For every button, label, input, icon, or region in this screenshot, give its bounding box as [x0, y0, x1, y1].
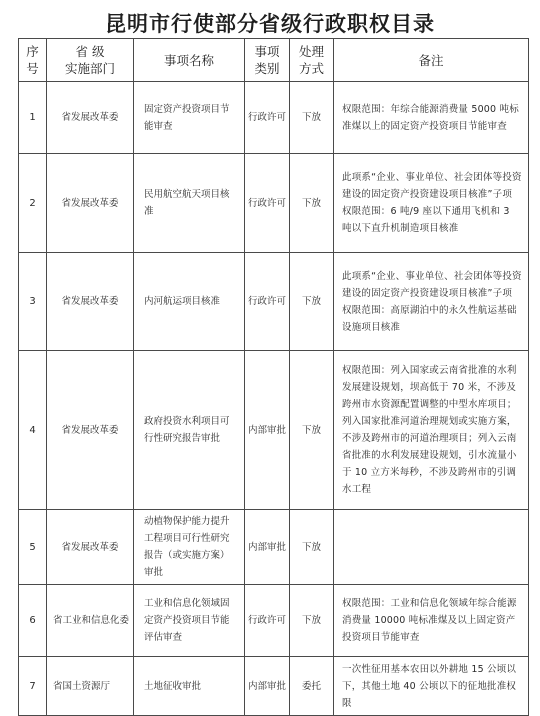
cell-item-name: 工业和信息化领域固定资产投资项目节能评估审查: [134, 585, 245, 657]
table-row: [19, 154, 529, 253]
header-dept: [47, 39, 134, 82]
cell-type: 行政许可: [245, 82, 290, 154]
cell-type: 内部审批: [245, 657, 290, 716]
table-row: [19, 510, 529, 585]
cell-seq: 7: [19, 657, 47, 716]
cell-item-name: 政府投资水利项目可行性研究报告审批: [134, 351, 245, 510]
cell-type: 行政许可: [245, 253, 290, 351]
table-row: [19, 351, 529, 510]
header-seq-line2: 号: [26, 61, 39, 76]
cell-item-name: 内河航运项目核准: [134, 253, 245, 351]
cell-note: 一次性征用基本农田以外耕地 15 公顷以下，其他土地 40 公顷以下的征地批准权限: [334, 657, 529, 716]
cell-method: 下放: [290, 154, 334, 253]
cell-method: 委托: [290, 657, 334, 716]
cell-type: 行政许可: [245, 154, 290, 253]
cell-note: 权限范围：年综合能源消费量 5000 吨标准煤以上的固定资产投资项目节能审查: [334, 82, 529, 154]
cell-seq: 6: [19, 585, 47, 657]
table-row: [19, 657, 529, 716]
cell-dept: 省发展改革委: [47, 351, 134, 510]
header-type-line2: 类别: [254, 61, 280, 76]
header-method: [290, 39, 334, 82]
header-method-line1: 处理: [298, 44, 324, 59]
header-row: [19, 39, 529, 82]
cell-method: 下放: [290, 510, 334, 585]
cell-seq: 4: [19, 351, 47, 510]
header-seq-line1: 序: [26, 44, 39, 59]
cell-dept: 省国土资源厅: [47, 657, 134, 716]
cell-dept: 省发展改革委: [47, 253, 134, 351]
cell-seq: 1: [19, 82, 47, 154]
cell-item-name: 动植物保护能力提升工程项目可行性研究报告（或实施方案）审批: [134, 510, 245, 585]
cell-item-name: 固定资产投资项目节能审查: [134, 82, 245, 154]
cell-type: 内部审批: [245, 351, 290, 510]
table-row: [19, 82, 529, 154]
cell-dept: 省工业和信息化委: [47, 585, 134, 657]
cell-dept: 省发展改革委: [47, 510, 134, 585]
cell-type: 行政许可: [245, 585, 290, 657]
header-item-name: 事项名称: [134, 39, 245, 82]
cell-note: [334, 510, 529, 585]
table-row: [19, 585, 529, 657]
table-row: [19, 253, 529, 351]
header-method-line2: 方式: [298, 61, 324, 76]
cell-method: 下放: [290, 253, 334, 351]
cell-item-name: 民用航空航天项目核准: [134, 154, 245, 253]
header-dept-line2: 实施部门: [64, 61, 115, 76]
cell-method: 下放: [290, 82, 334, 154]
header-seq: [19, 39, 47, 82]
cell-seq: 2: [19, 154, 47, 253]
cell-item-name: 土地征收审批: [134, 657, 245, 716]
cell-type: 内部审批: [245, 510, 290, 585]
cell-method: 下放: [290, 585, 334, 657]
header-dept-line1: 省 级: [75, 44, 105, 59]
cell-note: 权限范围：工业和信息化领域年综合能源消费量 10000 吨标准煤及以上固定资产投资项目节能审查: [334, 585, 529, 657]
authority-table: [18, 38, 529, 716]
header-type-line1: 事项: [254, 44, 280, 59]
cell-dept: 省发展改革委: [47, 154, 134, 253]
cell-note: 权限范围：列入国家或云南省批准的水利发展建设规划，坝高低于 70 米，不涉及跨州市水资源配置调整的中型水库项目；列入国家批准河道治理规划或实施方案，不涉及跨州市的河道治理项目；列入云南省批准的水利发展建设规划，引水流量小于 10 立方米每秒，不涉及跨州市的引调水工程: [334, 351, 529, 510]
cell-seq: 3: [19, 253, 47, 351]
header-note: 备注: [334, 39, 529, 82]
document-title: 昆明市行使部分省级行政职权目录: [105, 11, 435, 36]
cell-note: 此项系“企业、事业单位、社会团体等投资建设的固定资产投资建设项目核准”子项 权限范围：高原湖泊中的永久性航运基础设施项目核准: [334, 253, 529, 351]
cell-dept: 省发展改革委: [47, 82, 134, 154]
header-type: [245, 39, 290, 82]
cell-seq: 5: [19, 510, 47, 585]
cell-note: 此项系“企业、事业单位、社会团体等投资建设的固定资产投资建设项目核准”子项 权限范围：6 吨/9 座以下通用飞机和 3 吨以下直升机制造项目核准: [334, 154, 529, 253]
cell-method: 下放: [290, 351, 334, 510]
